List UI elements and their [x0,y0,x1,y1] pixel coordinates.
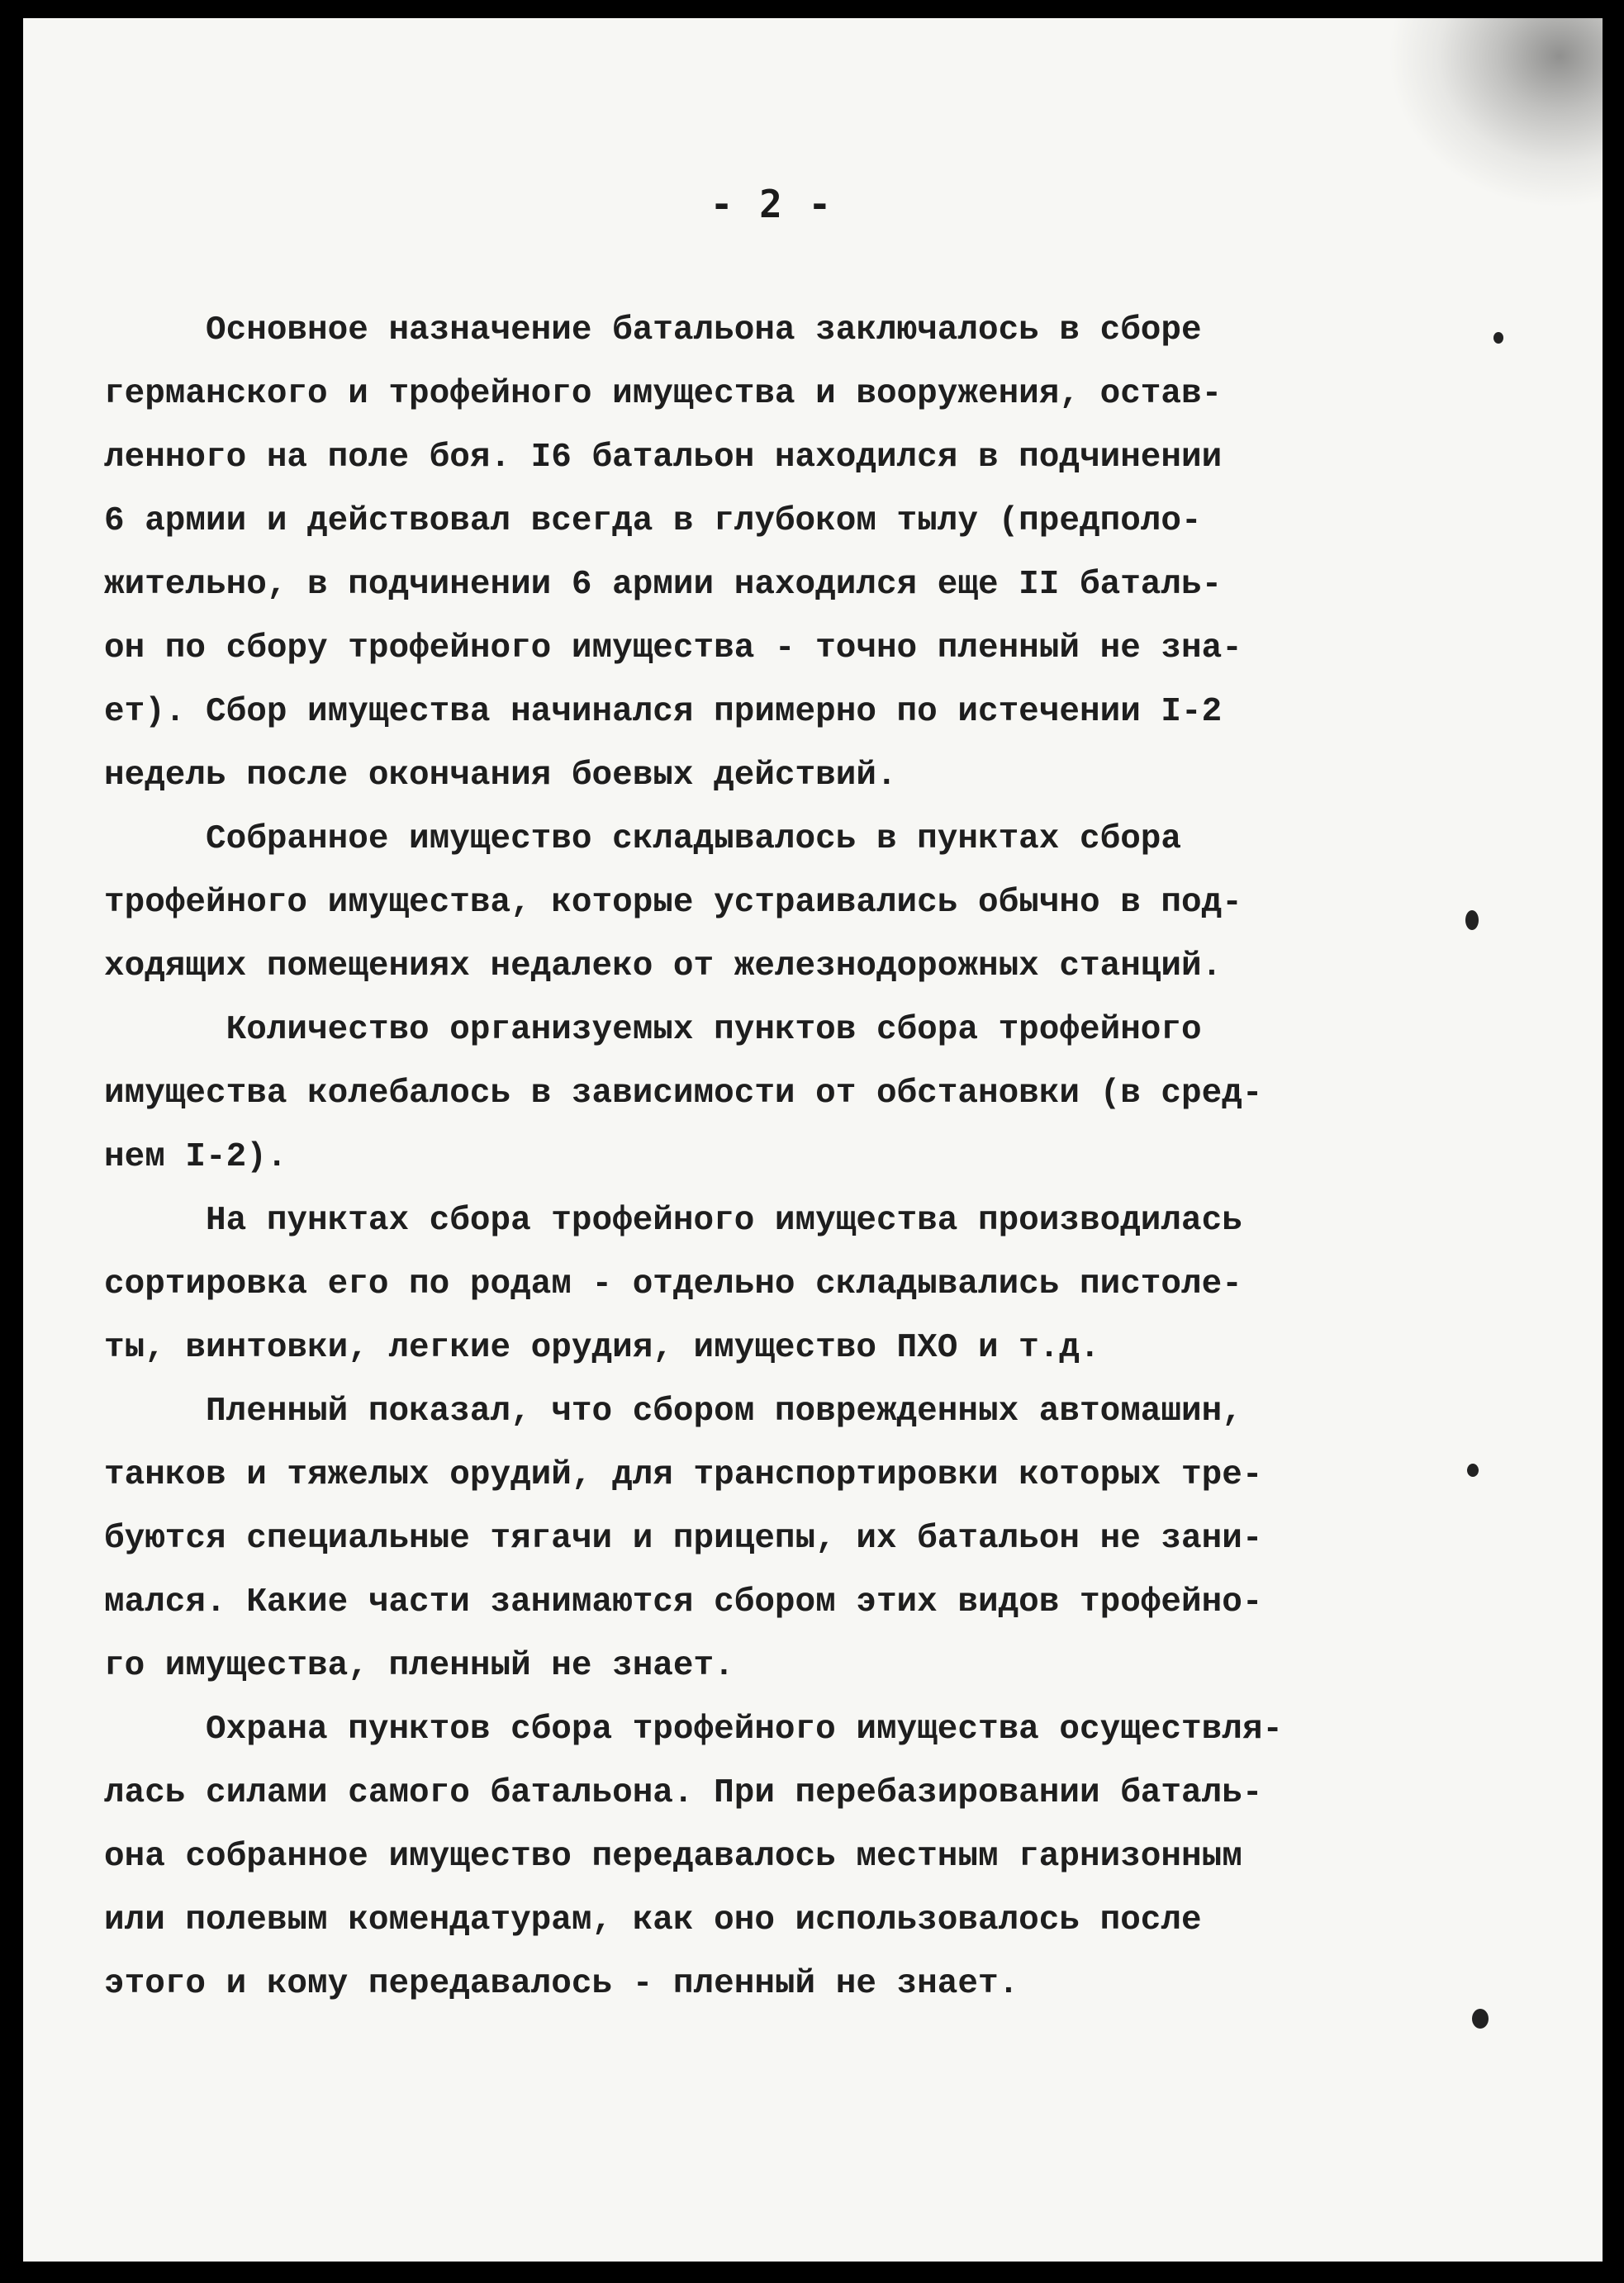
paragraph-sorting [104,1189,1310,1380]
ink-speck [1467,1464,1479,1477]
text-line: лась силами самого батальона. При перебазировании баталь- [104,1774,1263,1812]
text-line: нем I-2). [104,1138,287,1176]
ink-speck [1472,2009,1489,2029]
text-line: он по сбору трофейного имущества - точно пленный не зна- [104,629,1242,667]
text-line: Охрана пунктов сбора трофейного имущества осуществля- [104,1711,1284,1749]
typed-page [23,18,1603,2262]
text-line: Собранное имущество складывалось в пунктах сбора [104,820,1182,858]
text-line: 6 армии и действовал всегда в глубоком тылу (предполо- [104,502,1202,540]
text-line: этого и кому передавалось - пленный не знает. [104,1965,1019,2003]
ink-speck [1493,332,1503,344]
paragraph-guard [104,1698,1310,2016]
paragraph-count [104,999,1310,1189]
ink-speck [1465,910,1479,930]
text-line: германского и трофейного имущества и вооружения, остав- [104,375,1223,413]
text-line: имущества колебалось в зависимости от обстановки (в сред- [104,1075,1263,1113]
text-line: Количество организуемых пунктов сбора трофейного [104,1011,1202,1049]
text-line: она собранное имущество передавалось местным гарнизонным [104,1838,1242,1876]
text-line: Основное назначение батальона заключалось в сборе [104,311,1202,349]
document-body [104,299,1310,2016]
paragraph-storage [104,808,1310,999]
text-line: Пленный показал, что сбором поврежденных автомашин, [104,1393,1242,1431]
paragraph-vehicles [104,1380,1310,1698]
text-line: сортировка его по родам - отдельно складывались пистоле- [104,1265,1242,1303]
text-line: трофейного имущества, которые устраивались обычно в под- [104,884,1242,922]
paragraph-purpose [104,299,1310,808]
page-number: - 2 - [710,182,833,226]
text-line: мался. Какие части занимаются сбором этих видов трофейно- [104,1583,1263,1621]
text-line: буются специальные тягачи и прицепы, их батальон не зани- [104,1520,1263,1558]
text-line: ленного на поле боя. I6 батальон находился в подчинении [104,439,1223,477]
text-line: го имущества, пленный не знает. [104,1647,734,1685]
text-line: ет). Сбор имущества начинался примерно по истечении I-2 [104,693,1223,731]
corner-smudge [1388,18,1603,208]
text-line: ты, винтовки, легкие орудия, имущество ПХО и т.д. [104,1329,1100,1367]
text-line: жительно, в подчинении 6 армии находился еще II баталь- [104,566,1223,604]
text-line: или полевым комендатурам, как оно использовалось после [104,1901,1202,1939]
text-line: танков и тяжелых орудий, для транспортировки которых тре- [104,1456,1263,1494]
text-line: На пунктах сбора трофейного имущества производилась [104,1202,1242,1240]
text-line: недель после окончания боевых действий. [104,757,897,795]
text-line: ходящих помещениях недалеко от железнодорожных станций. [104,947,1223,985]
